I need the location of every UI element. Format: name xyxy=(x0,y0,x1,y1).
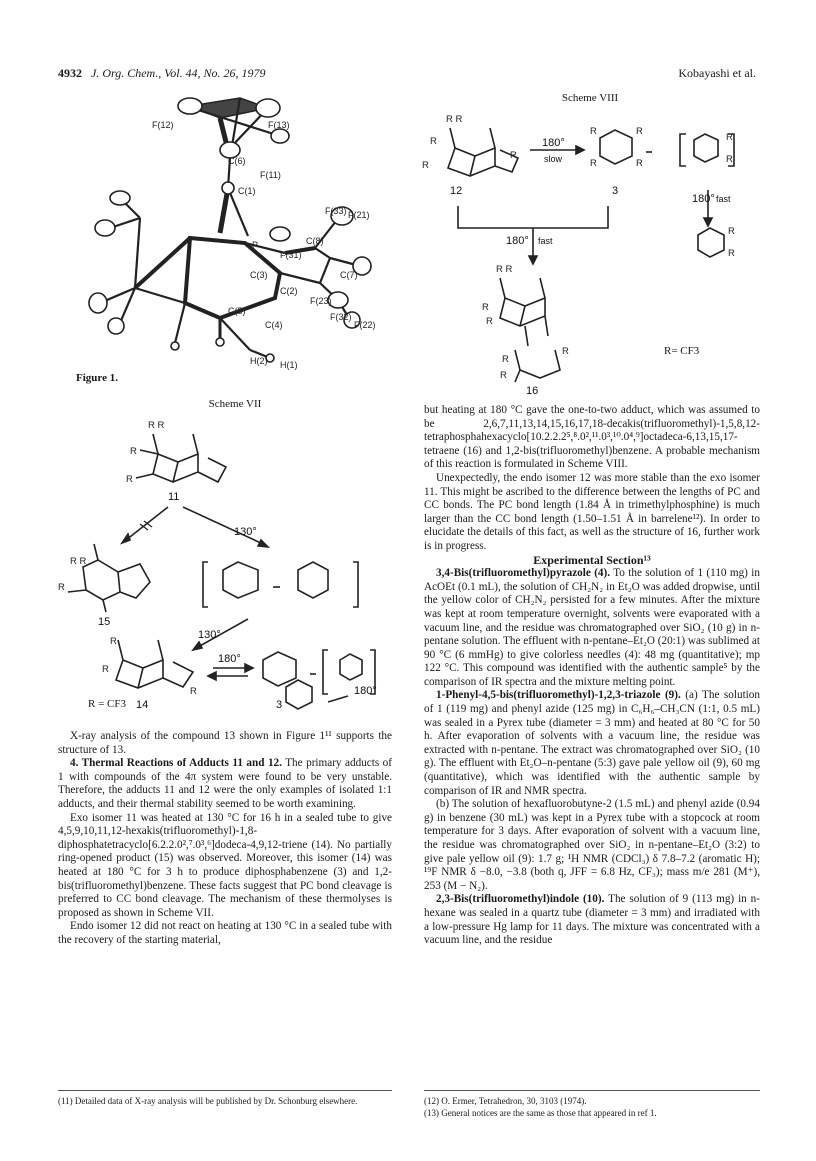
svg-text:R: R xyxy=(726,154,733,165)
paragraph-body: (a) The solution of 1 (119 mg) and phenyl azide (125 mg) in C₆H₆–CH₃CN (1:1, 0.5 mL) was sealed in a Pyrex tube (diameter = 3 mm) and heated at 80 °C for 50 h. After evaporation of solvents with a vacuum line, the residue was extracted with n-pentane. The extract was chromatographed over SiO₂ (10 g). The effluent with Et₂O–n-pentane (5:3) gave pale yellow oil (9), 60 mg (quantitative), which was identified with the authentic sample by comparison of IR and NMR spectra. xyxy=(424,689,760,797)
atom-label: F(11) xyxy=(260,170,281,180)
svg-text:R: R xyxy=(58,582,65,593)
journal-citation: J. Org. Chem., Vol. 44, No. 26, 1979 xyxy=(91,66,266,80)
svg-text:R: R xyxy=(562,346,569,357)
compound-label: 11 xyxy=(168,491,180,503)
atom-label: C(8) xyxy=(306,236,324,246)
footnote-11: (11) Detailed data of X-ray analysis will be published by Dr. Schonburg elsewhere. xyxy=(58,1096,358,1106)
paragraph-body: To the solution of 1 (110 mg) in AcOEt (0.1 mL), the solution of CH₂N₂ in Et₂O was added dropwise, until the yellow color of CH₂N₂ persisted for a few minutes. After the mixture was kept at room temperature overnight, solvents were evaporated with a vacuum line, and the residue was chromatographed over SiO₂ (10 g) in n-pentane solution. The effluent with n-pentane–Et₂O (20:1) was sublimed at 90 °C (6 mmHg) to give colorless needles (4): 48 mg (quantitative); mp 122 °C. This compound was identified with the authentic sample⁵ by the comparison of IR spectra and the mixture melting point. xyxy=(424,567,760,688)
svg-text:R R: R R xyxy=(496,264,513,275)
paragraph xyxy=(424,567,760,689)
paragraph: Endo isomer 12 did not react on heating at 130 °C in a sealed tube with the recovery of the starting material, xyxy=(58,920,392,946)
temperature-label: 180° xyxy=(218,653,241,665)
experimental-section-title: Experimental Section¹³ xyxy=(533,552,651,567)
ortep-bonds xyxy=(100,98,360,358)
right-column xyxy=(424,404,760,948)
svg-text:R: R xyxy=(636,158,643,169)
atom-label: F(22) xyxy=(354,320,376,330)
temperature-label: 130° xyxy=(234,526,257,538)
svg-text:R: R xyxy=(486,316,493,327)
paragraph-body: The solution of 9 (113 mg) in n-hexane was sealed in a quartz tube (diameter = 3 mm) and irradiated with a low-pressure Hg lamp for 11 days. The mixture was concentrated with a vacuum line, and the residue xyxy=(424,893,761,947)
atom-label: C(2) xyxy=(280,286,298,296)
svg-text:R: R xyxy=(482,302,489,313)
atom-label: C(7) xyxy=(340,270,358,280)
atom-label: C(5) xyxy=(228,306,246,316)
svg-text:R R: R R xyxy=(70,556,87,567)
footnote-rule xyxy=(424,1090,760,1091)
svg-text:R: R xyxy=(636,126,643,137)
paragraph: Exo isomer 11 was heated at 130 °C for 16 h in a sealed tube to give 4,5,9,10,11,12-hexakis(trifluoromethyl)-1,8-diphosphatetracyclo[6.2.2.0²,⁷.0³,⁶]dodeca-4,9,12-triene (14). No partially ring-opened product (15) was observed. Moreover, this isomer (14) was heated at 180 °C for 3 h to produce diphosphabenzene (3) and 1,2-bis(trifluoromethyl)benzene. These facts suggest that PC bond cleavage is preferred to CC bond cleavage. The mechanism of these thermolyses is proposed as shown in Scheme VII. xyxy=(58,811,392,919)
compound-heading: 3,4-Bis(trifluoromethyl)pyrazole (4). xyxy=(436,567,611,580)
temperature-label: 180° xyxy=(542,137,565,149)
atom-label: F(33) xyxy=(325,206,347,216)
atom-label: C(3) xyxy=(250,270,268,280)
paragraph xyxy=(58,757,392,811)
svg-text:R: R xyxy=(728,226,735,237)
footnote-12: (12) O. Ermer, Tetrahedron, 30, 3103 (1974). xyxy=(424,1096,587,1106)
svg-text:R: R xyxy=(590,126,597,137)
paragraph: Unexpectedly, the endo isomer 12 was more stable than the exo isomer 11. This might be ascribed to the difference between the lengths of PC and CC bonds. The PC bond length (1.84 Å in trimethylphosphine) is much larger than the CC bond length (1.50–1.51 Å in barrelene¹²). In order to elucidate the details of this fact, as well as the structure of 16, further work is in progress. xyxy=(424,471,760,552)
ortep-labels xyxy=(152,120,376,370)
svg-text:R: R xyxy=(102,664,109,675)
temperature-label: 180° xyxy=(506,235,529,247)
paragraph xyxy=(424,689,760,798)
scheme7-r-definition: R = CF3 xyxy=(88,698,126,710)
svg-text:R: R xyxy=(190,686,197,697)
svg-text:R: R xyxy=(430,136,437,147)
svg-text:R: R xyxy=(110,636,117,647)
compound-label: 3 xyxy=(612,185,619,197)
svg-text:R: R xyxy=(126,474,133,485)
atom-label: C(1) xyxy=(238,186,256,196)
scheme8-labels xyxy=(450,137,731,397)
scheme8-diagram xyxy=(420,110,750,400)
figure1-ortep xyxy=(80,88,376,370)
footnote-13: (13) General notices are the same as those that appeared in ref 1. xyxy=(424,1108,657,1118)
svg-text:R: R xyxy=(130,446,137,457)
header-authors: Kobayashi et al. xyxy=(678,66,756,80)
scheme7-structures xyxy=(68,434,375,709)
page-number: 4932 xyxy=(58,66,82,80)
compound-label: 15 xyxy=(98,616,111,628)
atom-label: C(6) xyxy=(228,156,246,166)
compound-label: 16 xyxy=(526,385,539,397)
svg-text:R R: R R xyxy=(446,114,463,125)
paragraph xyxy=(424,893,760,947)
svg-text:R: R xyxy=(590,158,597,169)
paragraph: (b) The solution of hexafluorobutyne-2 (1.5 mL) and phenyl azide (0.94 g) in benzene (30 mL) was kept in a Pyrex tube with a stopcock at room temperature for 3 days. After evaporation of solvent with a vacuum line, the residue was chromatographed over SiO₂ in n-pentane–Et₂O (3:2) to give pale yellow oil (9): 1.7 g; ¹H NMR (CDCl₃) δ 7.8–7.2 (aromatic H); ¹⁹F NMR δ −8.0, −3.8 (both q, JFF = 6.8 Hz, CF₃); mass m/e 281 (M⁺), 253 (M − N₂). xyxy=(424,798,760,892)
scheme8-title: Scheme VIII xyxy=(561,92,619,104)
svg-text:R: R xyxy=(728,248,735,259)
svg-text:R: R xyxy=(510,150,517,161)
paragraph: X-ray analysis of the compound 13 shown in Figure 1¹¹ supports the structure of 13. xyxy=(58,730,392,756)
compound-label: 12 xyxy=(450,185,463,197)
svg-text:R: R xyxy=(422,160,429,171)
temperature-label: 180° xyxy=(692,193,715,205)
paragraph: but heating at 180 °C gave the one-to-two adduct, which was assumed to be 2,6,7,11,13,14,15,16,17,18-decakis(trifluoromethyl)-1,5,8,12-tetraphosphahexacyclo[10.2.2.2⁵,⁸.0²,¹¹.0³,¹⁰.0⁴,⁹]octadeca-6,13,15,17-tetraene (16) and 1,2-bis(trifluoromethyl)benzene. A probable mechanism of this reaction is formulated in Scheme VIII. xyxy=(424,404,760,471)
arrow-condition: fast xyxy=(716,194,731,204)
arrow-condition: fast xyxy=(538,236,553,246)
atom-label: C(4) xyxy=(265,320,283,330)
svg-text:R: R xyxy=(500,370,507,381)
scheme7-diagram xyxy=(58,412,378,710)
atom-label: F(21) xyxy=(348,210,370,220)
temperature-label: 180° xyxy=(354,685,377,697)
figure1-caption: Figure 1. xyxy=(76,372,118,384)
atom-label: F(32) xyxy=(330,312,352,322)
temperature-label: 130° xyxy=(198,629,221,641)
atom-label: H(2) xyxy=(250,356,268,366)
atom-label: F(31) xyxy=(280,250,302,260)
atom-label: P xyxy=(252,240,259,250)
compound-heading: 1-Phenyl-4,5-bis(trifluoromethyl)-1,2,3-triazole (9). xyxy=(436,689,681,702)
arrow-condition: slow xyxy=(544,154,563,164)
atom-label: F(13) xyxy=(268,120,290,130)
atom-label: F(23) xyxy=(310,296,332,306)
section-heading: 4. Thermal Reactions of Adducts 11 and 12. xyxy=(70,757,282,770)
compound-label: 3 xyxy=(276,699,283,711)
atom-label: H(1) xyxy=(280,360,298,370)
scheme8-r-definition: R= CF3 xyxy=(664,345,700,357)
left-column xyxy=(58,730,392,948)
svg-text:R R: R R xyxy=(148,420,165,431)
svg-text:R: R xyxy=(726,132,733,143)
atom-label: F(12) xyxy=(152,120,174,130)
scheme7-title: Scheme VII xyxy=(208,398,262,410)
footnote-rule xyxy=(58,1090,392,1091)
compound-label: 14 xyxy=(136,699,149,711)
running-header xyxy=(58,66,266,81)
svg-text:R: R xyxy=(502,354,509,365)
paragraph-body: The primary adducts of 1 with compounds of the 4π system were found to be very unstable. Therefore, the adducts 11 and 12 were the only examples of isolated 1:1 adducts, and their thermal stability seemed to be worth examining. xyxy=(58,757,392,810)
compound-heading: 2,3-Bis(trifluoromethyl)indole (10). xyxy=(436,893,605,906)
